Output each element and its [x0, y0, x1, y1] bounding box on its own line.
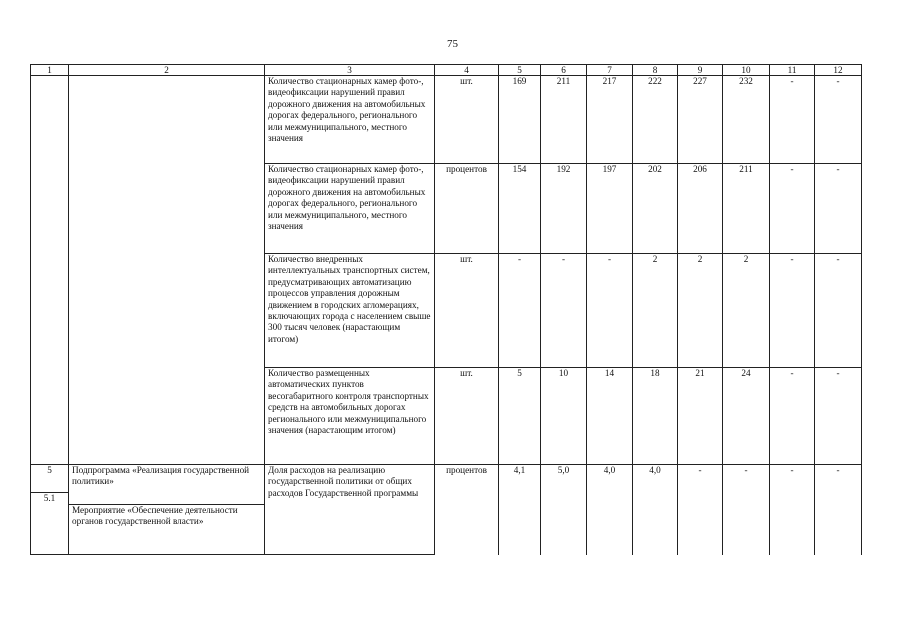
unit-cell: процентов [435, 465, 499, 555]
value-cell: - [815, 368, 862, 465]
value-cell: 2 [633, 254, 678, 368]
value-cell: 211 [723, 164, 770, 254]
value-cell: 4,0 [587, 465, 633, 555]
value-cell: - [499, 254, 541, 368]
value-cell: - [541, 254, 587, 368]
indicator-cell: Количество внедренных интеллектуальных транспортных систем, предусматривающих автоматизацию процессов управления дорожным движением в городских агломерациях, включающих города с населением свыше 300 тысяч человек (нарастающим итогом) [265, 254, 435, 368]
value-cell: - [815, 76, 862, 164]
column-header: 7 [587, 65, 633, 76]
value-cell: 211 [541, 76, 587, 164]
page-number: 75 [447, 38, 458, 50]
indicator-cell: Количество стационарных камер фото-, видеофиксации нарушений правил дорожного движения на автомобильных дорогах федерального, регионального или межмуниципального, местного значения [265, 164, 435, 254]
value-cell: - [815, 465, 862, 555]
value-cell: - [770, 76, 815, 164]
column-header: 1 [31, 65, 69, 76]
value-cell: 14 [587, 368, 633, 465]
value-cell: 202 [633, 164, 678, 254]
value-cell: 197 [587, 164, 633, 254]
indicator-cell: Количество размещенных автоматических пунктов весогабаритного контроля транспортных средств на автомобильных дорогах регионального или межмуниципального значения (нарастающим итогом) [265, 368, 435, 465]
value-cell: 18 [633, 368, 678, 465]
value-cell: 227 [678, 76, 723, 164]
value-cell: 10 [541, 368, 587, 465]
column-header: 6 [541, 65, 587, 76]
program-number: 5 [47, 465, 52, 475]
indicator-cell: Количество стационарных камер фото-, видеофиксации нарушений правил дорожного движения на автомобильных дорогах федерального, регионального или межмуниципального, местного значения [265, 76, 435, 164]
table-row [31, 76, 862, 164]
column-header: 5 [499, 65, 541, 76]
value-cell: 2 [678, 254, 723, 368]
indicators-table [30, 64, 862, 555]
number-cell [31, 465, 69, 555]
value-cell: 24 [723, 368, 770, 465]
program-row [31, 465, 862, 555]
value-cell: 21 [678, 368, 723, 465]
value-cell: 192 [541, 164, 587, 254]
value-cell: 5 [499, 368, 541, 465]
name-cell [69, 76, 265, 465]
value-cell: - [723, 465, 770, 555]
program-name: Подпрограмма «Реализация государственной политики» [72, 465, 250, 487]
unit-cell: процентов [435, 164, 499, 254]
value-cell: 154 [499, 164, 541, 254]
indicator-cell: Доля расходов на реализацию государственной политики от общих расходов Государственной программы [265, 465, 435, 555]
value-cell: - [770, 254, 815, 368]
value-cell: - [770, 164, 815, 254]
value-cell: - [587, 254, 633, 368]
column-number-row [31, 65, 862, 76]
value-cell: 4,1 [499, 465, 541, 555]
number-cell [31, 76, 69, 465]
value-cell: 2 [723, 254, 770, 368]
value-cell: - [815, 254, 862, 368]
value-cell: 232 [723, 76, 770, 164]
column-header: 3 [265, 65, 435, 76]
value-cell: - [815, 164, 862, 254]
subprogram-number: 5.1 [43, 493, 56, 504]
value-cell: 222 [633, 76, 678, 164]
value-cell: - [770, 465, 815, 555]
value-cell: 169 [499, 76, 541, 164]
subprogram-name: Мероприятие «Обеспечение деятельности органов государственной власти» [72, 504, 238, 527]
value-cell: 206 [678, 164, 723, 254]
name-cell [69, 465, 265, 555]
unit-cell: шт. [435, 254, 499, 368]
value-cell: - [678, 465, 723, 555]
unit-cell: шт. [435, 76, 499, 164]
column-header: 12 [815, 65, 862, 76]
unit-cell: шт. [435, 368, 499, 465]
value-cell: - [770, 368, 815, 465]
column-header: 10 [723, 65, 770, 76]
value-cell: 217 [587, 76, 633, 164]
column-header: 8 [633, 65, 678, 76]
column-header: 11 [770, 65, 815, 76]
column-header: 2 [69, 65, 265, 76]
value-cell: 4,0 [633, 465, 678, 555]
value-cell: 5,0 [541, 465, 587, 555]
column-header: 4 [435, 65, 499, 76]
column-header: 9 [678, 65, 723, 76]
